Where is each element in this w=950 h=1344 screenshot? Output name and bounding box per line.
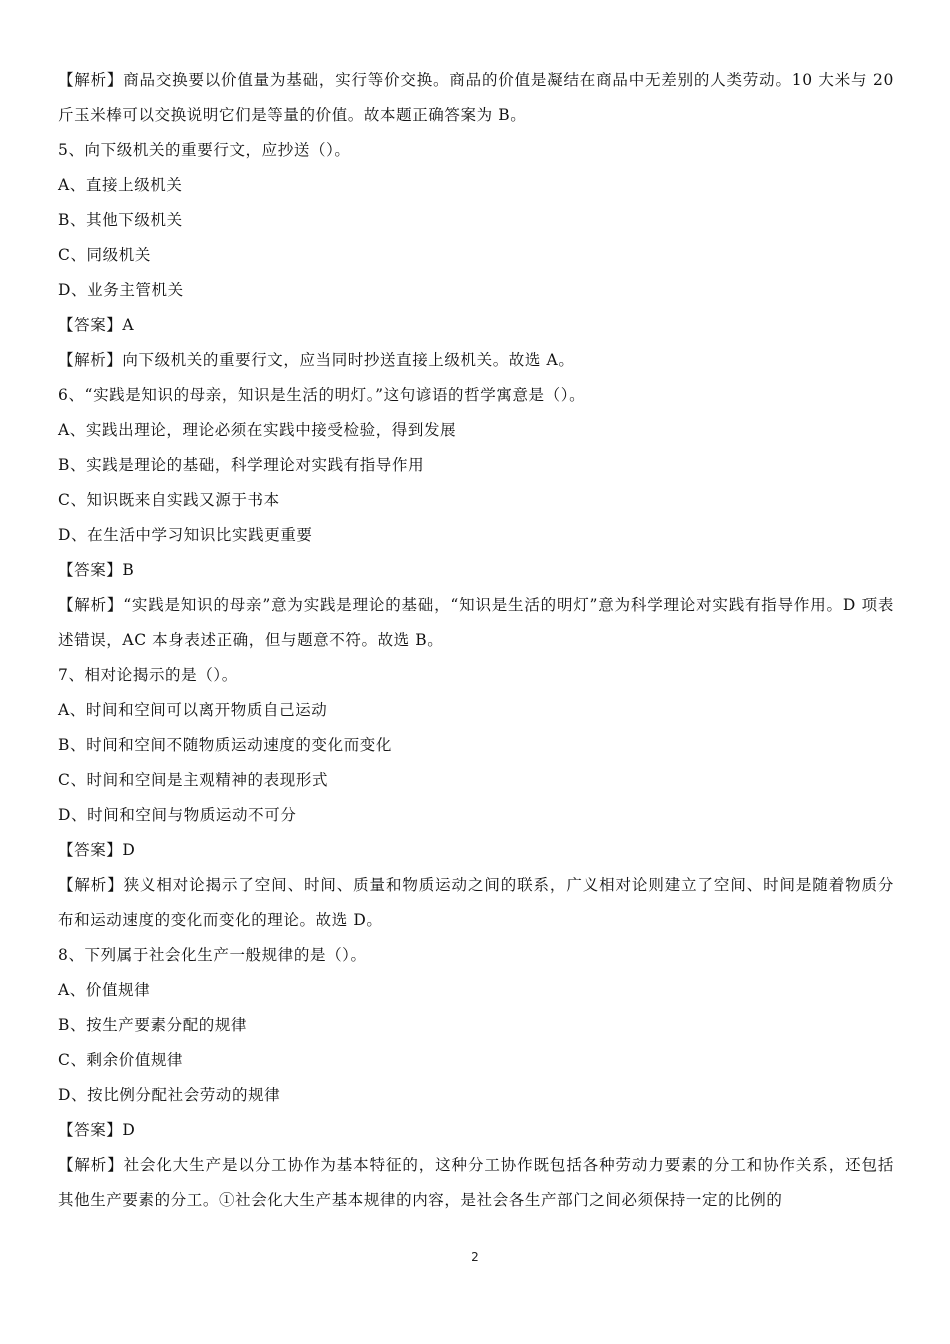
option-d: D、在生活中学习知识比实践更重要 — [58, 526, 313, 544]
answer: 【答案】A — [58, 316, 135, 334]
analysis-paragraph: 【解析】“实践是知识的母亲”意为实践是理论的基础，“知识是生活的明灯”意为科学理论对实践有指导作用。D 项表述错误，AC 本身表述正确，但与题意不符。故选 B。 — [58, 596, 894, 649]
option-b: B、其他下级机关 — [58, 211, 183, 229]
analysis-paragraph: 【解析】商品交换要以价值量为基础，实行等价交换。商品的价值是凝结在商品中无差别的人类劳动。10 大米与 20 斤玉米棒可以交换说明它们是等量的价值。故本题正确答案为 B。 — [58, 71, 894, 124]
answer: 【答案】D — [58, 841, 136, 859]
option-d: D、业务主管机关 — [58, 281, 184, 299]
option-c: C、同级机关 — [58, 246, 151, 264]
answer: 【答案】D — [58, 1121, 136, 1139]
option-b: B、实践是理论的基础，科学理论对实践有指导作用 — [58, 456, 425, 474]
question-7: 7、相对论揭示的是（）。 — [58, 666, 238, 684]
option-a: A、实践出理论，理论必须在实践中接受检验，得到发展 — [58, 421, 457, 439]
question-8: 8、下列属于社会化生产一般规律的是（）。 — [58, 946, 367, 964]
analysis-paragraph: 【解析】社会化大生产是以分工协作为基本特征的，这种分工协作既包括各种劳动力要素的分工和协作关系，还包括其他生产要素的分工。①社会化大生产基本规律的内容，是社会各生产部门之间必须保持一定的比例的 — [58, 1156, 894, 1209]
option-b: B、时间和空间不随物质运动速度的变化而变化 — [58, 736, 392, 754]
option-a: A、直接上级机关 — [58, 176, 183, 194]
option-b: B、按生产要素分配的规律 — [58, 1016, 248, 1034]
question-6: 6、“实践是知识的母亲，知识是生活的明灯。”这句谚语的哲学寓意是（）。 — [58, 386, 586, 404]
option-c: C、剩余价值规律 — [58, 1051, 184, 1069]
page-number: 2 — [471, 1250, 479, 1264]
answer: 【答案】B — [58, 561, 135, 579]
document-body — [58, 63, 894, 1218]
analysis-paragraph: 【解析】狭义相对论揭示了空间、时间、质量和物质运动之间的联系，广义相对论则建立了空间、时间是随着物质分布和运动速度的变化而变化的理论。故选 D。 — [58, 876, 894, 929]
option-a: A、时间和空间可以离开物质自己运动 — [58, 701, 328, 719]
analysis-paragraph: 【解析】向下级机关的重要行文，应当同时抄送直接上级机关。故选 A。 — [58, 351, 575, 369]
option-a: A、价值规律 — [58, 981, 151, 999]
question-5: 5、向下级机关的重要行文，应抄送（）。 — [58, 141, 351, 159]
option-c: C、时间和空间是主观精神的表现形式 — [58, 771, 329, 789]
option-c: C、知识既来自实践又源于书本 — [58, 491, 280, 509]
option-d: D、时间和空间与物质运动不可分 — [58, 806, 297, 824]
option-d: D、按比例分配社会劳动的规律 — [58, 1086, 281, 1104]
